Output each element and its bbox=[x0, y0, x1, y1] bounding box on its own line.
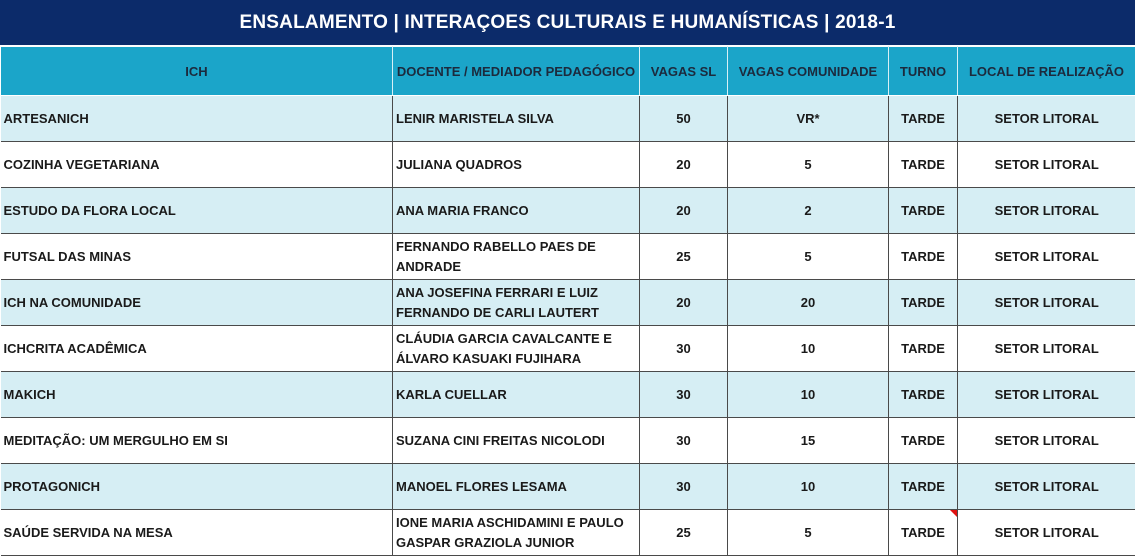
cell-vagas-comunidade[interactable]: 5 bbox=[728, 510, 889, 556]
cell-local[interactable]: SETOR LITORAL bbox=[958, 96, 1135, 142]
cell-ich[interactable]: ICH NA COMUNIDADE bbox=[1, 280, 393, 326]
cell-vagas-comunidade[interactable]: 5 bbox=[728, 234, 889, 280]
cell-turno[interactable]: TARDE bbox=[889, 96, 958, 142]
cell-ich[interactable]: MAKICH bbox=[1, 372, 393, 418]
cell-ich[interactable]: ICHCRITA ACADÊMICA bbox=[1, 326, 393, 372]
cell-vagas-sl[interactable]: 30 bbox=[640, 326, 728, 372]
cell-vagas-sl[interactable]: 50 bbox=[640, 96, 728, 142]
cell-vagas-comunidade[interactable]: 10 bbox=[728, 326, 889, 372]
cell-ich[interactable]: MEDITAÇÃO: UM MERGULHO EM SI bbox=[1, 418, 393, 464]
cell-ich[interactable]: ARTESANICH bbox=[1, 96, 393, 142]
cell-turno[interactable]: TARDE bbox=[889, 142, 958, 188]
table-row bbox=[1, 464, 1135, 510]
cell-turno[interactable]: TARDE bbox=[889, 188, 958, 234]
cell-turno[interactable]: TARDE bbox=[889, 464, 958, 510]
cell-ich[interactable]: PROTAGONICH bbox=[1, 464, 393, 510]
cell-docente[interactable]: LENIR MARISTELA SILVA bbox=[393, 96, 640, 142]
cell-docente[interactable]: ANA MARIA FRANCO bbox=[393, 188, 640, 234]
cell-turno[interactable]: TARDE bbox=[889, 326, 958, 372]
cell-vagas-sl[interactable]: 25 bbox=[640, 510, 728, 556]
cell-turno[interactable]: TARDE bbox=[889, 280, 958, 326]
cell-vagas-sl[interactable]: 30 bbox=[640, 372, 728, 418]
ensalamento-table bbox=[0, 46, 1135, 556]
cell-local[interactable]: SETOR LITORAL bbox=[958, 464, 1135, 510]
cell-local[interactable]: SETOR LITORAL bbox=[958, 188, 1135, 234]
table-row bbox=[1, 188, 1135, 234]
cell-turno[interactable]: TARDE bbox=[889, 234, 958, 280]
cell-docente[interactable]: FERNANDO RABELLO PAES DE ANDRADE bbox=[393, 234, 640, 280]
header-row bbox=[1, 47, 1135, 96]
cell-vagas-comunidade[interactable]: 10 bbox=[728, 372, 889, 418]
cell-turno[interactable]: TARDE bbox=[889, 418, 958, 464]
header-ich[interactable]: ICH bbox=[1, 47, 393, 96]
cell-vagas-sl[interactable]: 30 bbox=[640, 418, 728, 464]
table-row bbox=[1, 234, 1135, 280]
table-row bbox=[1, 418, 1135, 464]
header-vagas-comunidade[interactable]: VAGAS COMUNIDADE bbox=[728, 47, 889, 96]
cell-ich[interactable]: FUTSAL DAS MINAS bbox=[1, 234, 393, 280]
header-docente[interactable]: DOCENTE / MEDIADOR PEDAGÓGICO bbox=[393, 47, 640, 96]
cell-vagas-sl[interactable]: 20 bbox=[640, 188, 728, 234]
comment-marker-icon[interactable] bbox=[950, 510, 957, 517]
cell-vagas-sl[interactable]: 25 bbox=[640, 234, 728, 280]
cell-docente[interactable]: MANOEL FLORES LESAMA bbox=[393, 464, 640, 510]
cell-local[interactable]: SETOR LITORAL bbox=[958, 280, 1135, 326]
table-row bbox=[1, 326, 1135, 372]
cell-docente[interactable]: ANA JOSEFINA FERRARI E LUIZ FERNANDO DE CARLI LAUTERT bbox=[393, 280, 640, 326]
table-row bbox=[1, 142, 1135, 188]
cell-local[interactable]: SETOR LITORAL bbox=[958, 372, 1135, 418]
cell-local[interactable]: SETOR LITORAL bbox=[958, 234, 1135, 280]
cell-vagas-comunidade[interactable]: 15 bbox=[728, 418, 889, 464]
cell-ich[interactable]: COZINHA VEGETARIANA bbox=[1, 142, 393, 188]
cell-turno[interactable]: TARDE bbox=[889, 510, 958, 556]
cell-vagas-comunidade[interactable]: VR* bbox=[728, 96, 889, 142]
header-turno[interactable]: TURNO bbox=[889, 47, 958, 96]
header-local[interactable]: LOCAL DE REALIZAÇÃO bbox=[958, 47, 1135, 96]
cell-local[interactable]: SETOR LITORAL bbox=[958, 418, 1135, 464]
cell-vagas-comunidade[interactable]: 10 bbox=[728, 464, 889, 510]
cell-ich[interactable]: SAÚDE SERVIDA NA MESA bbox=[1, 510, 393, 556]
cell-local[interactable]: SETOR LITORAL bbox=[958, 510, 1135, 556]
table-row bbox=[1, 372, 1135, 418]
cell-vagas-sl[interactable]: 20 bbox=[640, 142, 728, 188]
cell-vagas-comunidade[interactable]: 20 bbox=[728, 280, 889, 326]
table-row bbox=[1, 96, 1135, 142]
table-row bbox=[1, 280, 1135, 326]
cell-docente[interactable]: CLÁUDIA GARCIA CAVALCANTE E ÁLVARO KASUAKI FUJIHARA bbox=[393, 326, 640, 372]
cell-vagas-comunidade[interactable]: 2 bbox=[728, 188, 889, 234]
cell-docente[interactable]: IONE MARIA ASCHIDAMINI E PAULO GASPAR GRAZIOLA JUNIOR bbox=[393, 510, 640, 556]
cell-docente[interactable]: JULIANA QUADROS bbox=[393, 142, 640, 188]
cell-docente[interactable]: KARLA CUELLAR bbox=[393, 372, 640, 418]
sheet-title[interactable]: ENSALAMENTO | INTERAÇOES CULTURAIS E HUMANÍSTICAS | 2018-1 bbox=[0, 0, 1135, 46]
table-row bbox=[1, 510, 1135, 556]
cell-docente[interactable]: SUZANA CINI FREITAS NICOLODI bbox=[393, 418, 640, 464]
cell-turno[interactable]: TARDE bbox=[889, 372, 958, 418]
cell-ich[interactable]: ESTUDO DA FLORA LOCAL bbox=[1, 188, 393, 234]
header-vagas-sl[interactable]: VAGAS SL bbox=[640, 47, 728, 96]
cell-local[interactable]: SETOR LITORAL bbox=[958, 326, 1135, 372]
cell-vagas-comunidade[interactable]: 5 bbox=[728, 142, 889, 188]
cell-vagas-sl[interactable]: 30 bbox=[640, 464, 728, 510]
cell-vagas-sl[interactable]: 20 bbox=[640, 280, 728, 326]
cell-local[interactable]: SETOR LITORAL bbox=[958, 142, 1135, 188]
